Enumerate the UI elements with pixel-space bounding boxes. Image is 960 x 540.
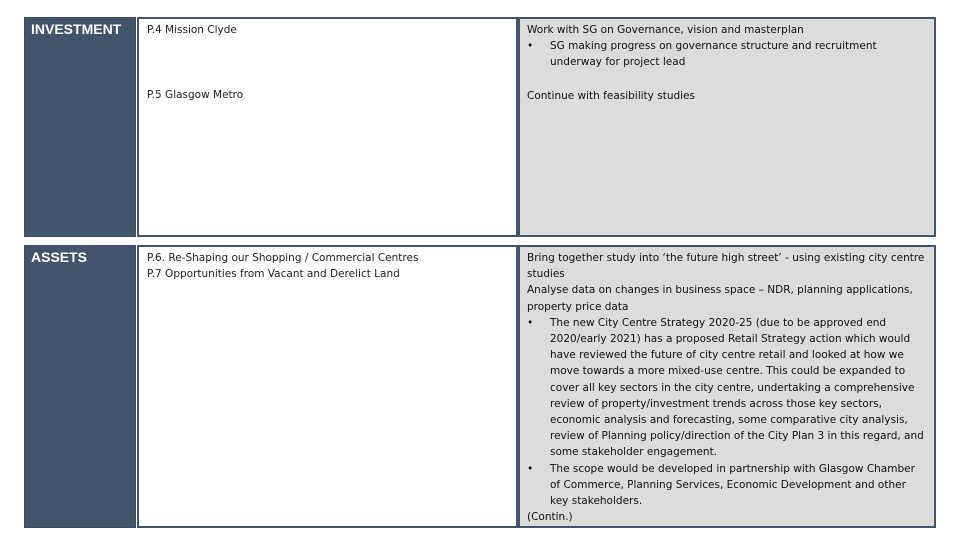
action-bullet-text: The new City Centre Strategy 2020-25 (due to be approved end 2020/early 2021) has a proposed Retail Strategy action which would have reviewed the future of city centre retail and looked at how we move towards a more mixed-use centre. This could be expanded to cover all key sectors in the city centre, undertaking a comprehensive review of property/investment trends across those key sectors, economic analysis and forecasting, some comparative city analysis, review of Planning policy/direction of the City Plan 3 in this regard, and some stakeholder engagement. (550, 316, 924, 459)
action-bullet (527, 315, 927, 461)
project-item: P.6. Re-Shaping our Shopping / Commercial Centres (147, 252, 419, 264)
row-label-text: ASSETS (31, 249, 88, 265)
project-item: P.5 Glasgow Metro (147, 89, 244, 101)
actions-cell-assets (518, 245, 936, 528)
action-bullet (527, 461, 927, 510)
action-heading: Analyse data on changes in business space – NDR, planning applications, property price data (527, 284, 913, 313)
actions-cell-investment (518, 17, 936, 237)
action-bullet (527, 38, 927, 70)
row-label-investment (24, 17, 136, 237)
projects-cell-assets (137, 245, 518, 528)
row-label-assets (24, 245, 136, 528)
bullet-symbol: • (527, 462, 534, 475)
row-label-text: INVESTMENT (31, 21, 122, 37)
action-heading: Continue with feasibility studies (527, 89, 695, 102)
bullet-symbol: • (527, 316, 534, 329)
action-bullet-text: SG making progress on governance structure and recruitment underway for project lead (550, 40, 877, 69)
bullet-symbol: • (527, 40, 534, 53)
project-item: P.4 Mission Clyde (147, 24, 237, 36)
continued-note: (Contin.) (527, 511, 573, 524)
action-bullet-text: The scope would be developed in partnership with Glasgow Chamber of Commerce, Planning Services, Economic Development and other key stakeholders. (550, 462, 915, 508)
project-item: P.7 Opportunities from Vacant and Derelict Land (147, 268, 400, 280)
action-heading: Bring together study into ‘the future high street’ - using existing city centre studies (527, 252, 925, 281)
projects-cell-investment (137, 17, 518, 237)
action-heading: Work with SG on Governance, vision and masterplan (527, 24, 804, 36)
